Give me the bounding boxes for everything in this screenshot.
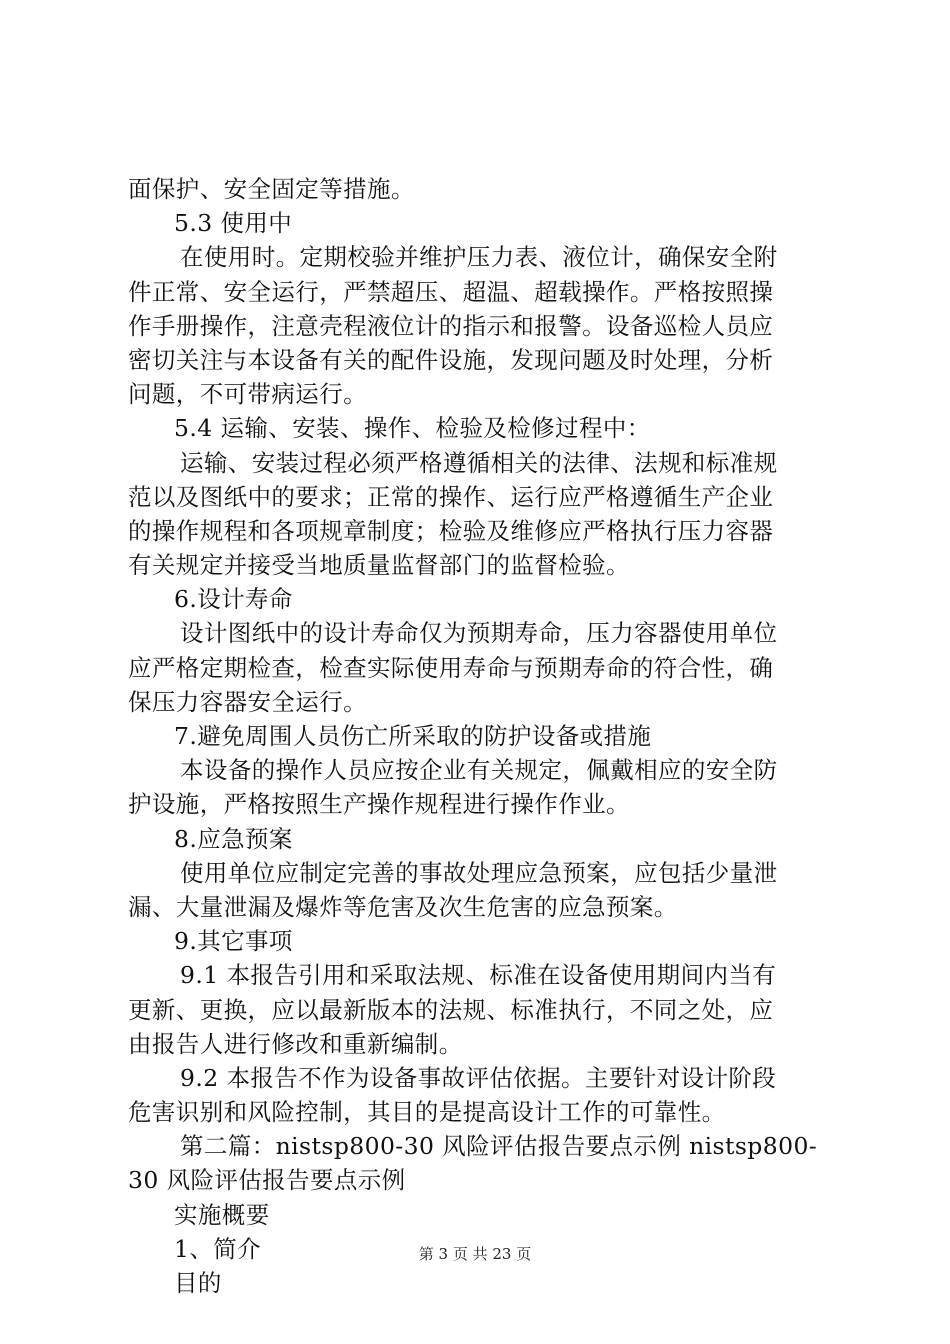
text-line: 问题，不可带病运行。 [128,380,367,409]
text-line: 面保护、安全固定等措施。 [128,175,415,203]
text-line: 目的 [174,1269,222,1297]
document-body [128,172,834,1300]
text-line: 实施概要 [174,1200,270,1229]
page-footer: 第 3 页 共 23 页 [418,1245,532,1263]
text-line: 1、简介 [174,1234,262,1263]
text-line: 护设施，严格按照生产操作规程进行操作作业。 [128,790,630,819]
text-line: 作手册操作，注意壳程液位计的指示和报警。设备巡检人员应 [128,311,774,340]
text-line: 设计图纸中的设计寿命仅为预期寿命，压力容器使用单位 [180,619,778,648]
text-line: 运输、安装过程必须严格遵循相关的法律、法规和标准规 [180,448,778,477]
text-line: 使用单位应制定完善的事故处理应急预案，应包括少量泄 [180,858,778,887]
text-line: 5.4 运输、安装、操作、检验及检修过程中： [174,414,651,443]
text-line: 件正常、安全运行，严禁超压、超温、超载操作。严格按照操 [128,277,774,306]
text-line: 9.其它事项 [174,927,293,956]
text-line: 本设备的操作人员应按企业有关规定，佩戴相应的安全防 [180,756,778,785]
text-line: 密切关注与本设备有关的配件设施，发现问题及时处理，分析 [128,345,774,374]
text-line: 8.应急预案 [174,824,293,853]
text-line: 9.1 本报告引用和采取法规、标准在设备使用期间内当有 [180,961,777,990]
text-line: 更新、更换，应以最新版本的法规、标准执行，不同之处，应 [128,995,774,1024]
text-line: 5.3 使用中 [174,209,293,238]
text-line: 6.设计寿命 [174,585,293,614]
text-line: 危害识别和风险控制，其目的是提高设计工作的可靠性。 [128,1098,726,1127]
text-line: 漏、大量泄漏及爆炸等危害及次生危害的应急预案。 [128,892,678,921]
text-line: 在使用时。定期校验并维护压力表、液位计，确保安全附 [180,243,778,272]
text-line: 保压力容器安全运行。 [128,687,367,716]
text-line: 7.避免周围人员伤亡所采取的防护设备或措施 [174,722,652,750]
text-line: 的操作规程和各项规章制度；检验及维修应严格执行压力容器 [128,516,774,545]
text-line: 范以及图纸中的要求；正常的操作、运行应严格遵循生产企业 [128,482,774,511]
text-line: 30 风险评估报告要点示例 [128,1166,406,1195]
text-line: 第二篇：nistsp800-30 风险评估报告要点示例 nistsp800- [180,1132,818,1161]
text-line: 应严格定期检查，检查实际使用寿命与预期寿命的符合性，确 [128,653,774,682]
text-line: 有关规定并接受当地质量监督部门的监督检验。 [128,551,630,580]
text-line: 由报告人进行修改和重新编制。 [128,1029,463,1058]
text-line: 9.2 本报告不作为设备事故评估依据。主要针对设计阶段 [180,1063,777,1092]
